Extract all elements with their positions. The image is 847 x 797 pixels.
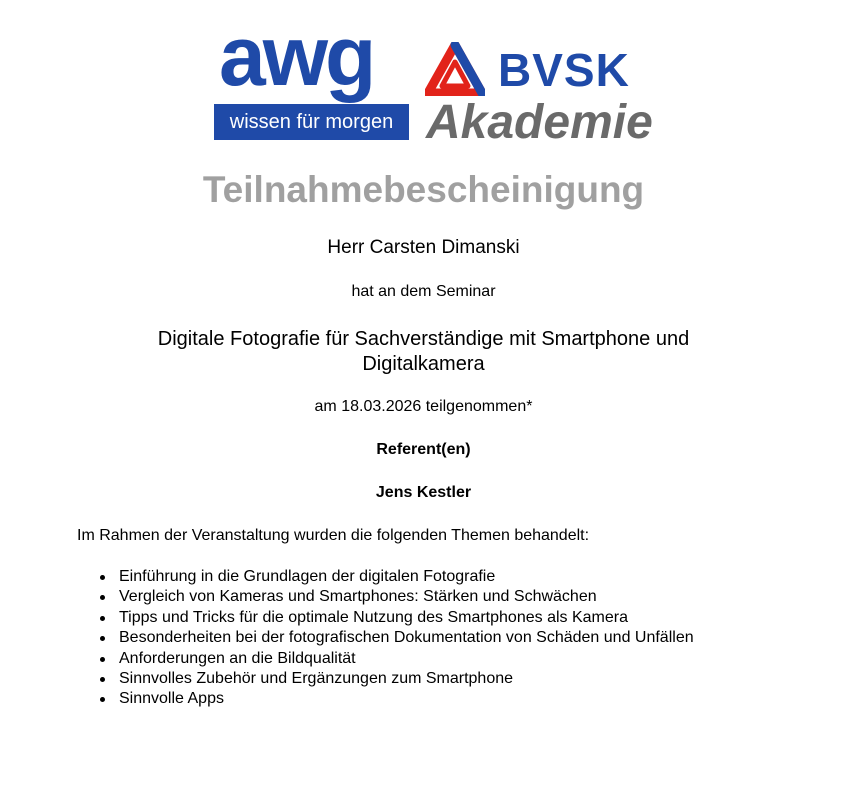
topic-text: Anforderungen an die Bildqualität	[119, 649, 356, 667]
topic-text: Vergleich von Kameras und Smartphones: Stärken und Schwächen	[119, 588, 597, 606]
seminar-title: Digitale Fotografie für Sachverständige mit Smartphone und Digitalkamera	[157, 328, 690, 375]
logo-header	[0, 0, 847, 150]
bvsk-triangle-icon	[425, 42, 485, 96]
topic-text: Besonderheiten bei der fotografischen Dokumentation von Schäden und Unfällen	[119, 629, 694, 647]
bullet-icon	[100, 575, 105, 580]
topic-list-item	[77, 608, 694, 628]
topic-text: Sinnvolle Apps	[119, 690, 224, 708]
topic-list-item	[77, 649, 694, 669]
bullet-icon	[100, 595, 105, 600]
attendance-date-text: am 18.03.2026 teilgenommen*	[314, 398, 533, 415]
seminar-intro-text: hat an dem Seminar	[351, 283, 496, 300]
bullet-icon	[100, 657, 105, 662]
topics-list	[77, 567, 694, 710]
topic-text: Einführung in die Grundlagen der digitalen Fotografie	[119, 568, 496, 585]
bullet-icon	[100, 697, 105, 702]
speaker-name: Jens Kestler	[375, 484, 472, 501]
awg-tagline: wissen für morgen	[229, 110, 394, 133]
bvsk-wordmark: BVSK	[498, 44, 630, 96]
bullet-icon	[100, 616, 105, 621]
topics-intro-text: Im Rahmen der Veranstaltung wurden die folgenden Themen behandelt:	[77, 527, 590, 544]
participant-name: Herr Carsten Dimanski	[327, 237, 520, 258]
bvsk-akademie-subtitle: Akademie	[426, 96, 653, 149]
topic-list-item	[77, 689, 694, 709]
topic-text: Tipps und Tricks für die optimale Nutzung des Smartphones als Kamera	[119, 608, 628, 626]
topic-list-item	[77, 587, 694, 607]
topic-list-item	[77, 669, 694, 689]
topic-list-item	[77, 628, 694, 648]
bullet-icon	[100, 677, 105, 682]
awg-wordmark: awg	[219, 9, 374, 103]
document-title: Teilnahmebescheinigung	[202, 169, 645, 210]
awg-tagline-box	[214, 104, 409, 140]
topic-list-item	[77, 567, 694, 587]
bullet-icon	[100, 636, 105, 641]
speaker-heading: Referent(en)	[376, 441, 471, 458]
topic-text: Sinnvolles Zubehör und Ergänzungen zum Smartphone	[119, 670, 514, 688]
